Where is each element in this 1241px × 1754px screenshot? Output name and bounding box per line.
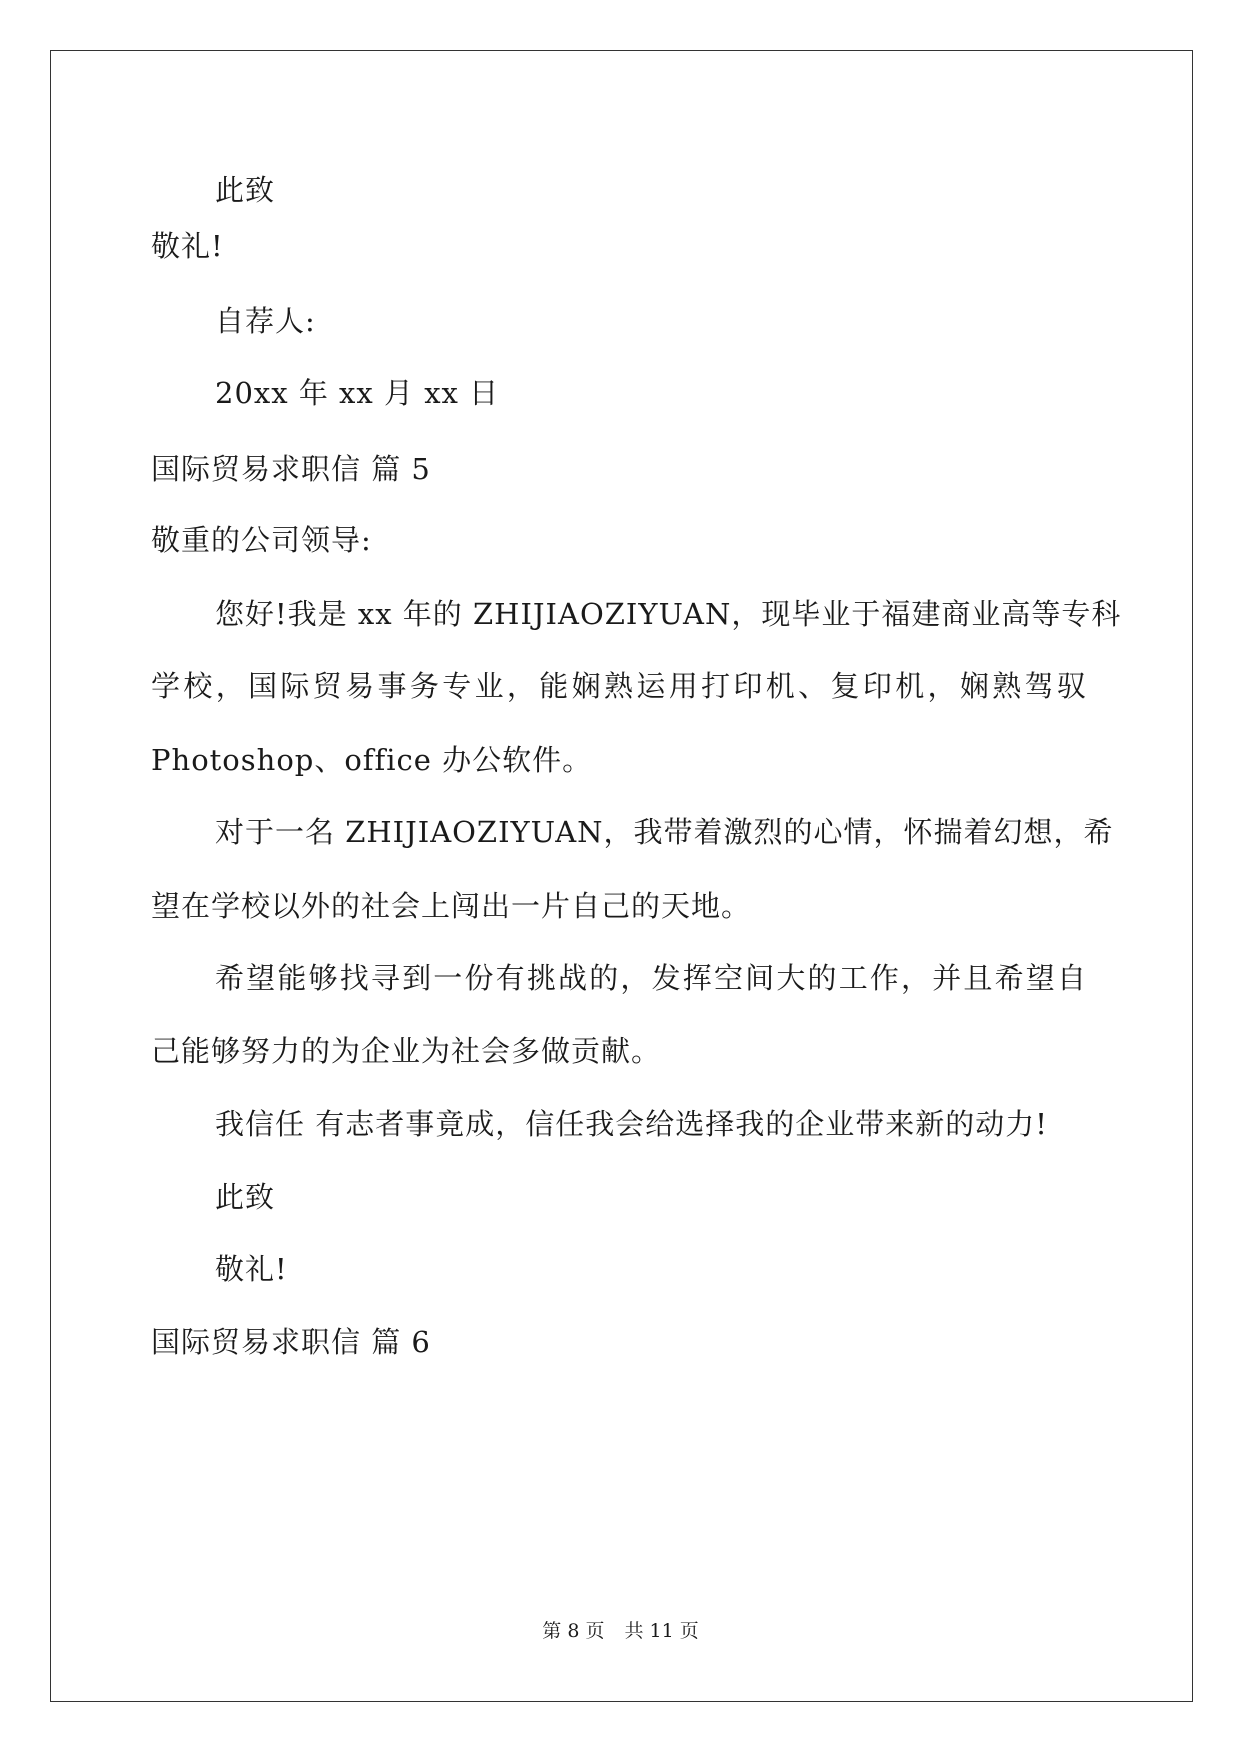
page-footer	[0, 1619, 1241, 1643]
paragraph-4-line-1: 我信任 有志者事竟成，信任我会给选择我的企业带来新的动力!	[215, 1107, 1048, 1141]
salutation-line-1: 敬礼!	[151, 229, 224, 263]
paragraph-3-line-1: 希望能够找寻到一份有挑战的，发挥空间大的工作，并且希望自	[215, 961, 1087, 995]
date-line: 20xx 年 xx 月 xx 日	[215, 376, 500, 410]
paragraph-1-line-1: 您好!我是 xx 年的 ZHIJIAOZIYUAN，现毕业于福建商业高等专科	[215, 597, 1122, 631]
section-heading-5: 国际贸易求职信 篇 5	[151, 452, 431, 486]
paragraph-2-line-2: 望在学校以外的社会上闯出一片自己的天地。	[151, 889, 752, 923]
section-heading-6: 国际贸易求职信 篇 6	[151, 1325, 431, 1359]
signature-label: 自荐人:	[215, 304, 316, 338]
page-border	[50, 50, 1193, 1702]
closing-line-1: 此致	[215, 173, 276, 207]
salutation-line-2: 敬礼!	[215, 1252, 288, 1286]
paragraph-1-line-2: 学校，国际贸易事务专业，能娴熟运用打印机、复印机，娴熟驾驭	[151, 669, 1087, 703]
greeting-line: 敬重的公司领导:	[151, 523, 372, 557]
paragraph-2-line-1: 对于一名 ZHIJIAOZIYUAN，我带着激烈的心情，怀揣着幻想，希	[215, 815, 1114, 849]
closing-line-2: 此致	[215, 1180, 276, 1214]
page-number-total: 共 11 页	[624, 1620, 699, 1642]
paragraph-3-line-2: 己能够努力的为企业为社会多做贡献。	[151, 1034, 662, 1068]
paragraph-1-line-3: Photoshop、office 办公软件。	[151, 743, 593, 777]
page-number-current: 第 8 页	[542, 1620, 605, 1642]
